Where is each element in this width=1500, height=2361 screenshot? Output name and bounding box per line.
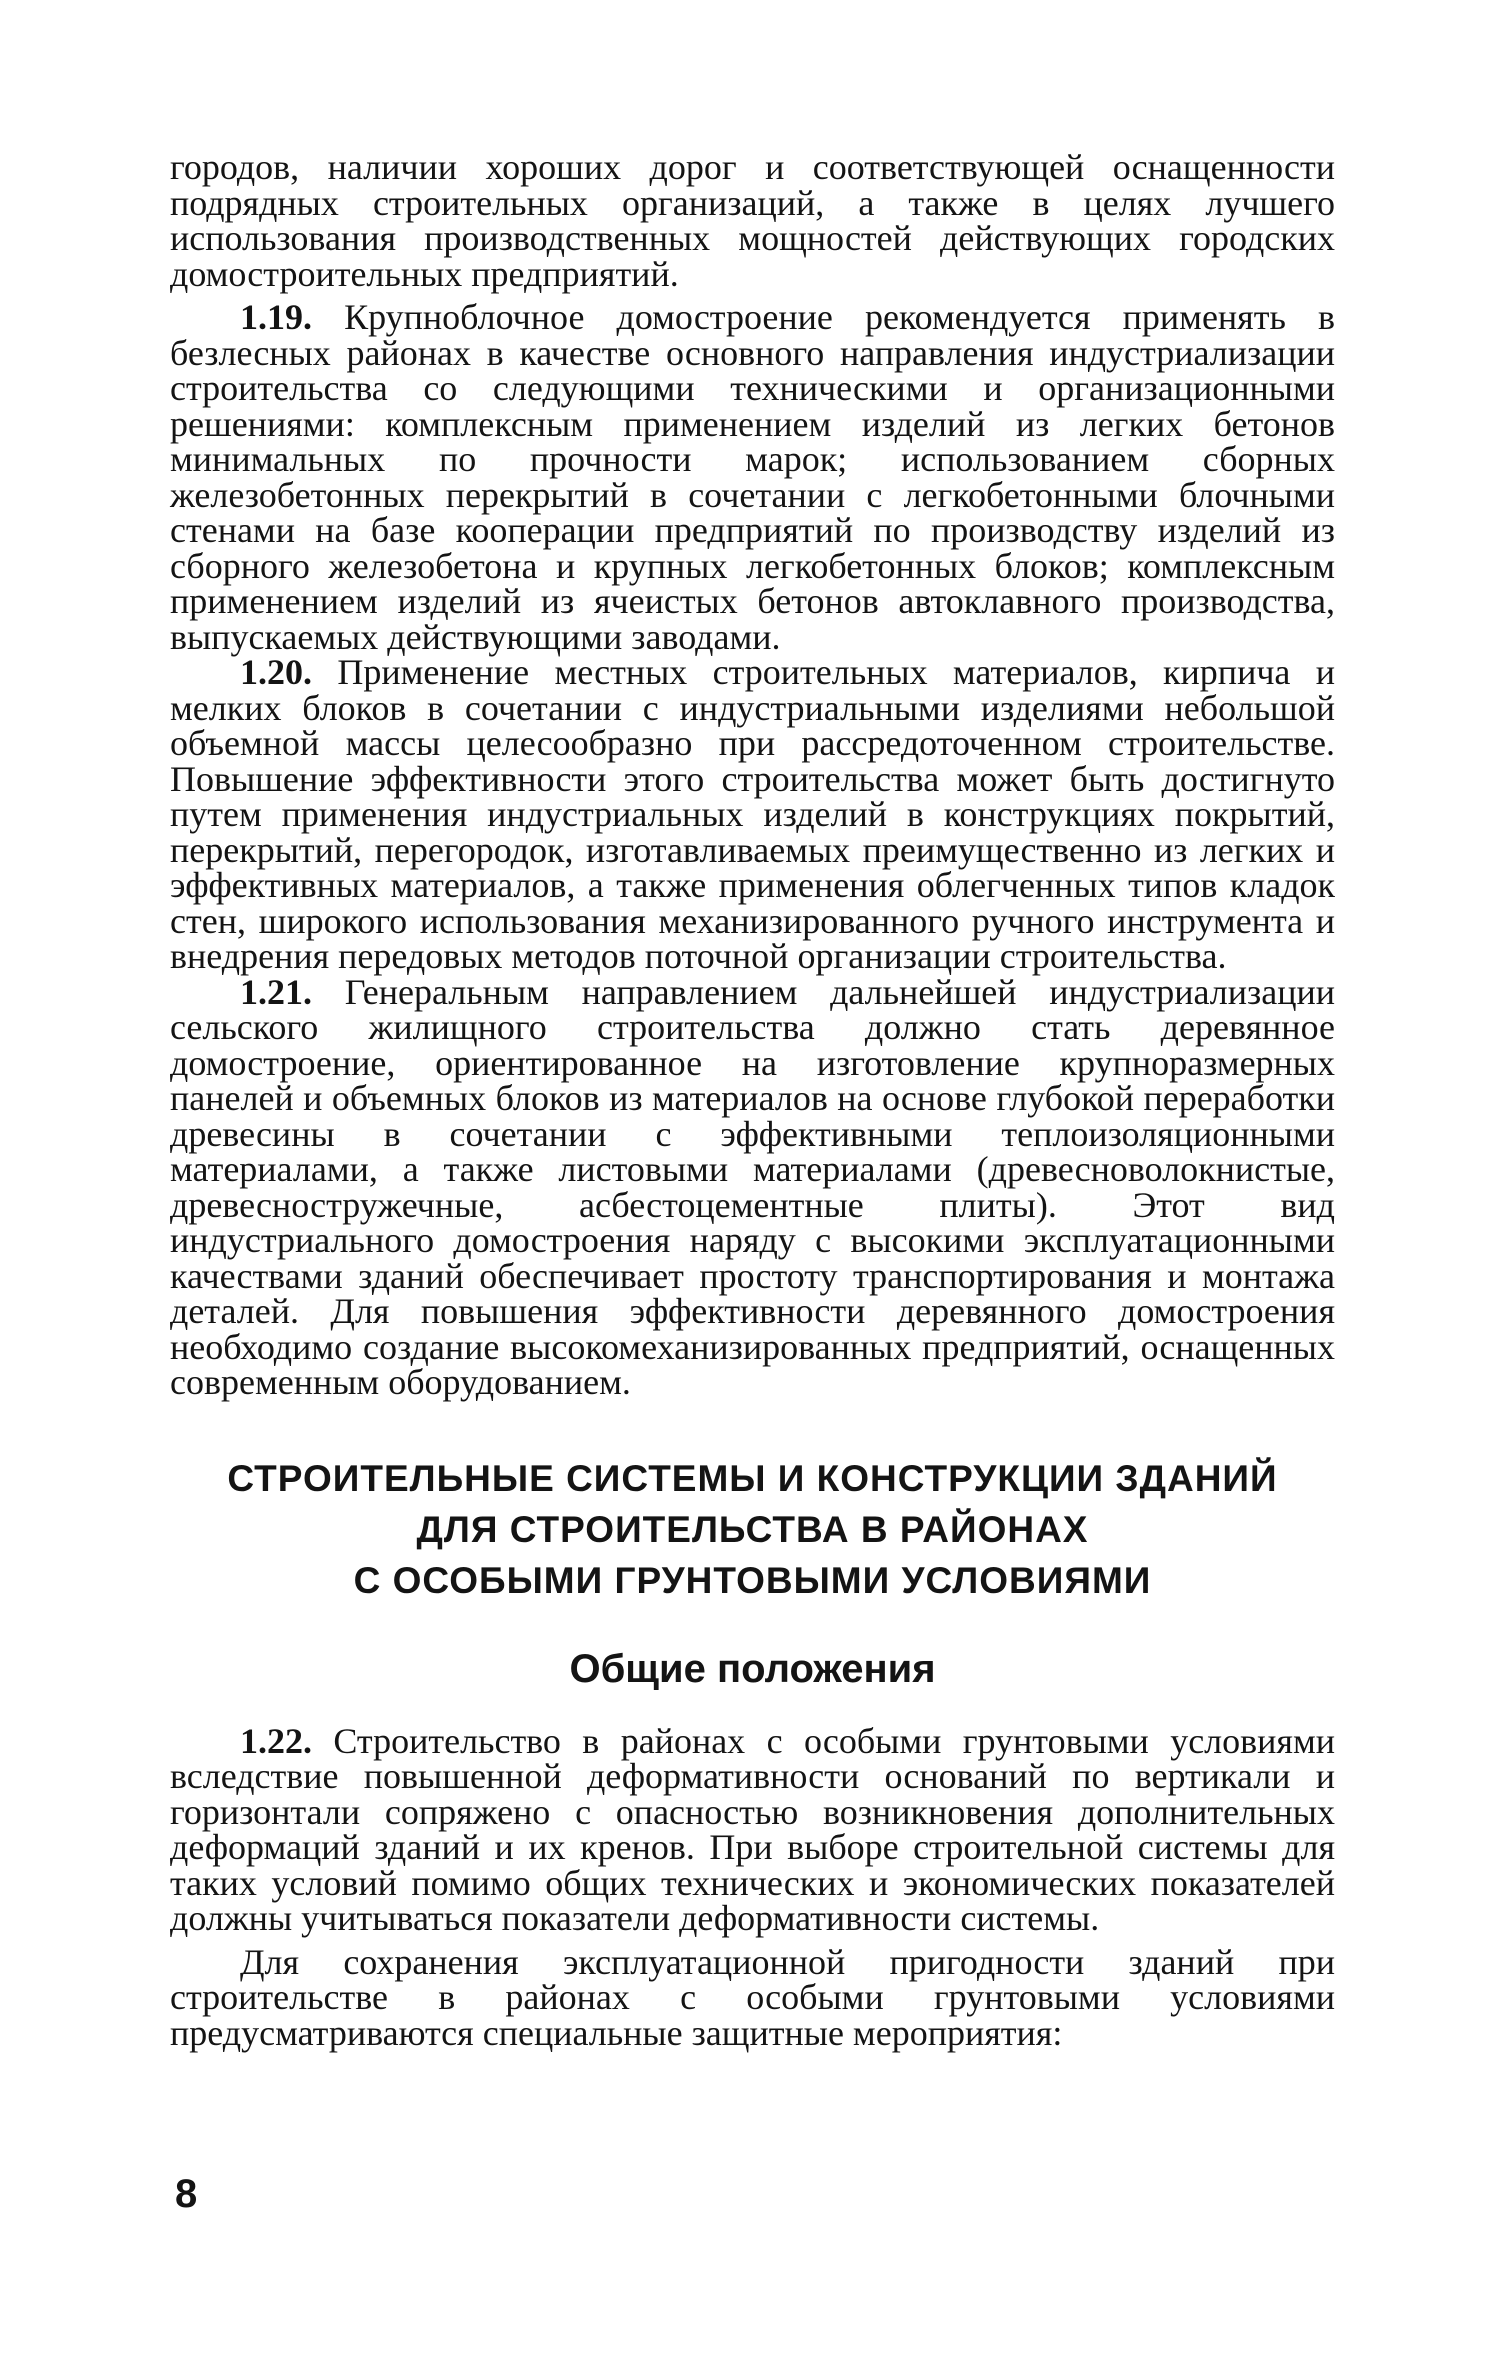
paragraph-1-21 — [170, 971, 1336, 1402]
paragraph-text: Строительство в районах с особыми грунтовыми условиями вследствие повышенной деформативности оснований по вертикали и горизонтали сопряжено с опасностью возникновения дополнительных деформаций зданий и их кренов. При выборе строительной системы для таких условий помимо общих технических и экономических показателей должны учитываться показатели деформативности системы. — [170, 1720, 1336, 1938]
paragraph-text: Применение местных строительных материалов, кирпича и мелких блоков в сочетании с индустриальными изделиями небольшой объемной массы целесообразно при рассредоточенном строительстве. Повышение эффективности этого строительства может быть достигнуто путем применения индустриальных изделий в конструкциях покрытий, перекрытий, перегородок, изготавливаемых преимущественно из легких и эффективных материалов, а также применения облегченных типов кладок стен, широкого использования механизированного ручного инструмента и внедрения передовых методов поточной организации строительства. — [170, 652, 1336, 976]
section-heading-line-2: ДЛЯ СТРОИТЕЛЬСТВА В РАЙОНАХ — [416, 1508, 1089, 1550]
paragraph-number: 1.19. — [240, 297, 312, 337]
page-number: 8 — [175, 2172, 198, 2216]
paragraph-text: Для сохранения эксплуатационной пригодности зданий при строительстве в районах с особыми грунтовыми условиями предусматриваются специальные защитные мероприятия: — [170, 1941, 1335, 2053]
paragraph-1-22 — [170, 1720, 1336, 1938]
paragraph-number: 1.21. — [240, 971, 312, 1012]
paragraph-number: 1.22. — [240, 1720, 312, 1761]
section-heading-line-1: СТРОИТЕЛЬНЫЕ СИСТЕМЫ И КОНСТРУКЦИИ ЗДАНИЙ — [227, 1457, 1278, 1499]
paragraph-1-20 — [170, 652, 1336, 976]
document-page — [170, 147, 1336, 2053]
subsection-heading: Общие положения — [569, 1646, 936, 1691]
paragraph-1-19 — [170, 297, 1335, 657]
paragraph-number: 1.20. — [240, 652, 312, 692]
paragraph-protective-measures — [170, 1941, 1335, 2053]
paragraph-text: Крупноблочное домостроение рекомендуется применять в безлесных районах в качестве основного направления индустриализации строительства со следующими техническими и организационными решениями: комплексным применением изделий из легких бетонов минимальных по прочности марок; использованием сборных железобетонных перекрытий в сочетании с легкобетонными блочными стенами на базе кооперации предприятий по производству изделий из сборного железобетона и крупных легкобетонных блоков; комплексным применением изделий из ячеистых бетонов автоклавного производства, выпускаемых действующими заводами. — [170, 297, 1335, 657]
paragraph-text: Генеральным направлением дальнейшей индустриализации сельского жилищного строительства должно стать деревянное домостроение, ориентированное на изготовление крупноразмерных панелей и объемных блоков из материалов на основе глубокой переработки древесины в сочетании с эффективными теплоизоляционными материалами, а также листовыми материалами (древесноволокнистые, древесностружечные, асбестоцементные плиты). Этот вид индустриального домостроения наряду с высокими эксплуатационными качествами зданий обеспечивает простоту транспортирования и монтажа деталей. Для повышения эффективности деревянного домостроения необходимо создание высокомеханизированных предприятий, оснащенных современным оборудованием. — [170, 971, 1336, 1402]
section-heading-line-3: С ОСОБЫМИ ГРУНТОВЫМИ УСЛОВИЯМИ — [353, 1559, 1152, 1601]
paragraph-text: городов, наличии хороших дорог и соответствующей оснащенности подрядных строительных организаций, а также в целях лучшего использования производственных мощностей действующих городских домостроительных предприятий. — [170, 147, 1335, 294]
paragraph-continuation — [170, 147, 1335, 294]
section-heading — [170, 1453, 1335, 1606]
